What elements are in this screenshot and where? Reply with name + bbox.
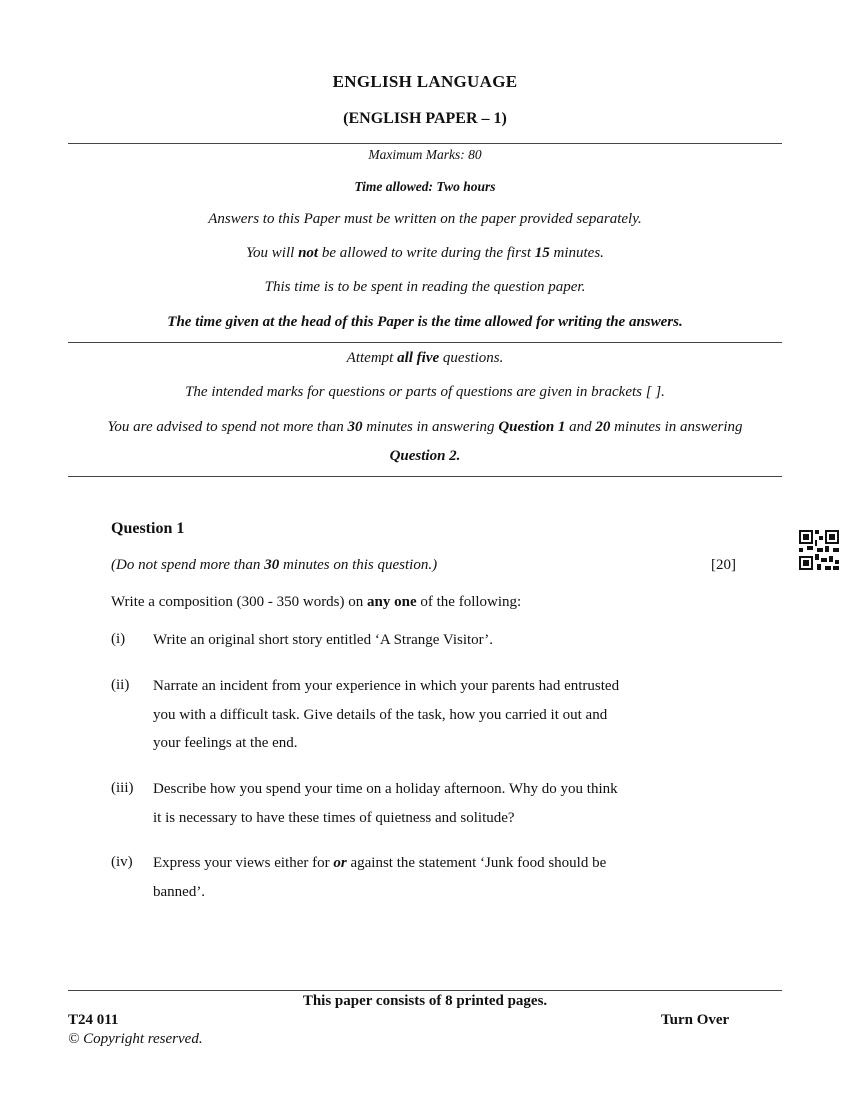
option-line: Write an original short story entitled ‘A Strange Visitor’. <box>153 632 493 648</box>
emphasis: not <box>298 245 319 261</box>
intended-marks: The intended marks for questions or parts of questions are given in brackets [ ]. <box>185 384 665 400</box>
emphasis: any one <box>367 594 417 610</box>
time-advice-continued: Question 2. <box>389 448 461 464</box>
question-marks: [20] <box>711 557 736 573</box>
option-text <box>153 775 673 832</box>
answers-instruction: Answers to this Paper must be written on the paper provided separately. <box>208 211 642 227</box>
emphasis: 30 <box>347 419 363 435</box>
emphasis: Question 1 <box>498 419 566 435</box>
emphasis: 20 <box>595 419 611 435</box>
time-advice <box>0 419 850 436</box>
text: minutes on this question.) <box>279 557 438 573</box>
divider-top <box>68 143 782 144</box>
text: minutes. <box>549 245 604 261</box>
option-line: your feelings at the end. <box>153 735 298 751</box>
paper-title: ENGLISH LANGUAGE <box>332 72 518 91</box>
text: Attempt <box>346 350 398 366</box>
option-text <box>153 626 673 655</box>
time-given: The time given at the head of this Paper is the time allowed for writing the answers. <box>167 314 683 330</box>
option-number: (iii) <box>111 780 134 796</box>
text: be allowed to write during the first <box>318 245 535 261</box>
emphasis: or <box>333 855 347 871</box>
option-number: (i) <box>111 631 126 647</box>
text: minutes in answering <box>362 419 499 435</box>
text: minutes in answering <box>610 419 743 435</box>
option-line: Narrate an incident from your experience in which your parents had entrusted <box>153 678 620 694</box>
text: questions. <box>439 350 504 366</box>
divider-middle <box>68 342 782 343</box>
question-heading: Question 1 <box>111 520 185 537</box>
qr-code-icon <box>799 530 839 570</box>
option-line: you with a difficult task. Give details of the task, how you carried it out and <box>153 706 608 723</box>
question-time-note <box>111 557 437 574</box>
option-line: banned’. <box>153 883 206 900</box>
option-number: (iv) <box>111 854 133 870</box>
reading-time: This time is to be spent in reading the question paper. <box>264 279 586 295</box>
option-line: Describe how you spend your time on a holiday afternoon. Why do you think <box>153 781 618 797</box>
paper-subtitle: (ENGLISH PAPER – 1) <box>343 110 507 127</box>
option-line: it is necessary to have these times of quietness and solitude? <box>153 809 515 826</box>
option-text <box>153 849 673 906</box>
option-number: (ii) <box>111 677 130 693</box>
copyright: © Copyright reserved. <box>68 1031 203 1047</box>
text: (Do not spend more than <box>111 557 265 573</box>
option-text <box>153 672 673 758</box>
emphasis: 30 <box>264 557 280 573</box>
page-count: This paper consists of 8 printed pages. <box>302 993 548 1009</box>
divider-bottom <box>68 476 782 477</box>
option-line <box>153 849 673 878</box>
max-marks: Maximum Marks: 80 <box>368 147 482 162</box>
text: You will <box>246 245 299 261</box>
attempt-instruction <box>0 350 850 367</box>
text: against the statement ‘Junk food should be <box>346 855 607 871</box>
emphasis: all five <box>397 350 440 366</box>
emphasis: 15 <box>534 245 550 261</box>
text: and <box>565 419 596 435</box>
reading-restriction <box>0 245 850 262</box>
turn-over: Turn Over <box>661 1012 730 1028</box>
text: You are advised to spend not more than <box>107 419 348 435</box>
text: Express your views either for <box>153 855 334 871</box>
question-instruction <box>111 594 521 611</box>
text: of the following: <box>416 594 522 610</box>
divider-footer <box>68 990 782 991</box>
paper-code: T24 011 <box>68 1012 119 1028</box>
time-allowed: Time allowed: Two hours <box>354 179 496 194</box>
text: Write a composition (300 - 350 words) on <box>111 594 368 610</box>
